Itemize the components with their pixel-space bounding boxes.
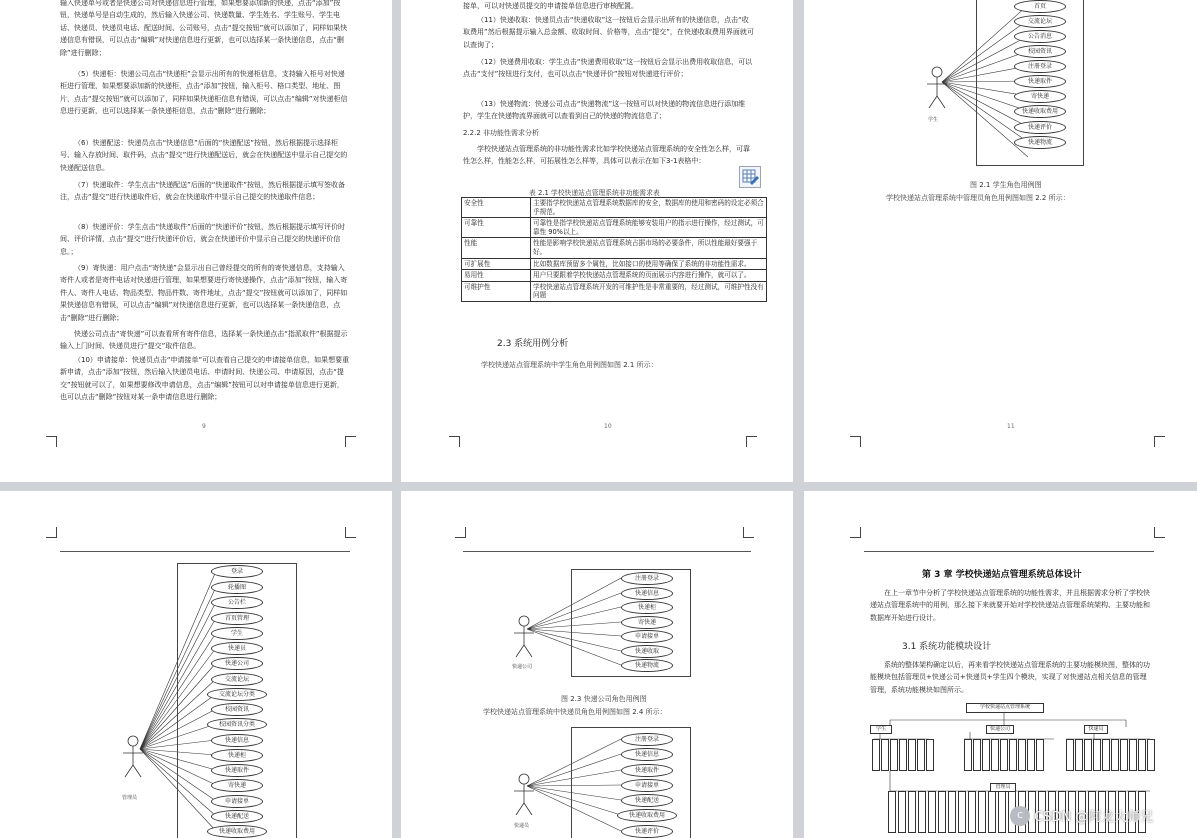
p9-para-5: （8）快递评价：学生点击“快递取件”后面的“快递评价”按钮，然后根据提示填写评价时间、评价详情，点击“提交”进行快递评价后，就会在快递评价中显示自己提交的快递评价信息。；	[60, 223, 345, 256]
uc-express-info: 快递信息	[621, 748, 673, 761]
uc-home: 首页	[1014, 0, 1066, 13]
func-leaf	[1066, 739, 1074, 771]
p9-para-7: 快递公司点击“寄快递”可以查看所有寄件信息，选择某一条快递点击“指派取件”根据提示输入上门时间、快递员进行“提交”取件信息。	[60, 330, 348, 351]
table-cell-attribute: 性能	[462, 238, 531, 258]
actor-label: 学生	[928, 117, 939, 123]
uc-fee: 快递收取费用	[617, 809, 677, 822]
page-14	[804, 491, 1197, 838]
next-text: 学校快递站点管理系统中管理员角色用例图如图 2.2 所示：	[886, 194, 1070, 202]
p9-para-8: （10）申请接单：快递员点击“申请接单”可以查看自己提交的申请接单信息，如果想要重新申请，点击“添加”按钮，然后输入快递员电话、申请时间、快递公司、申请原因，点击“提交”按钮就可以了，如果想要修改申请信息，点击“编辑”按钮可以对申请接单信息进行更新，也可以点击“删除”按钮对某一条申请信息进行删除；	[60, 356, 350, 402]
table-cell-attribute: 可靠性	[462, 218, 531, 238]
crop-mark	[449, 436, 460, 447]
table-cell-description: 比如数据库预留多个属性，比如接口的使用等确保了系统的非功能性需求。	[531, 258, 767, 270]
uc-courier: 快递员	[211, 642, 263, 655]
p10-para-1: 接单，可以对快递员提交的申请接单信息进行审核配置。	[463, 2, 638, 10]
table-cell-description: 用户只要跟着学校快递站点管理系统的页面展示内容进行操作，就可以了。	[531, 270, 767, 282]
p14-intro: 在上一章节中分析了学校快递站点管理系统的功能性需求，并且根据需求分析了学校快递站点管理系统中的用例，那么接下来就要开始对学校快递站点管理系统架构、主要功能和数据库开始进行设计。	[870, 589, 1150, 622]
uc-home-manage: 首页管理	[211, 612, 263, 625]
uc-send: 寄快递	[1014, 90, 1066, 103]
student-actor-icon	[924, 66, 954, 120]
func-leaf	[908, 739, 916, 771]
func-leaf	[1009, 739, 1017, 771]
figure-caption: 图 2.3 快递公司角色用例图	[561, 695, 647, 703]
p10-para-3: （12）快递费用收取：学生点击“快递费用收取”这一按钮后会显示出费用收取信息，可以点击“支付”按钮进行支付，也可以点击“快递评价”按钮对快递进行评价；	[463, 58, 753, 79]
table-cell-attribute: 易用性	[462, 270, 531, 282]
uc-locker: 快递柜	[621, 601, 673, 614]
table-row	[462, 218, 767, 238]
page-number: 10	[604, 423, 612, 430]
table-cell-description: 学校快递站点管理系统开发的可维护性是非常重要的，经过测试，可维护性没有问题	[531, 281, 767, 301]
uc-pickup: 快递取件	[211, 764, 263, 777]
func-leaf	[1084, 739, 1092, 771]
func-leaf	[872, 739, 880, 771]
table-row	[462, 258, 767, 270]
table-row	[462, 238, 767, 258]
func-leaf	[881, 739, 889, 771]
next-text: 学校快递站点管理系统中快递员角色用例图如图 2.4 所示：	[483, 708, 667, 716]
func-leaf	[1138, 739, 1146, 771]
uc-express-info: 快递信息	[211, 734, 263, 747]
page-10	[401, 0, 793, 482]
uc-login: 注册登录	[621, 572, 673, 585]
section-heading: 2.2.2 非功能性需求分析	[463, 129, 540, 137]
uc-login: 注册登录	[1014, 60, 1066, 73]
func-leaf	[917, 739, 925, 771]
func-leaf	[938, 791, 946, 833]
func-leaf	[1147, 739, 1155, 771]
func-group-courier: 快递员	[1084, 725, 1108, 734]
uc-company: 快递公司	[211, 657, 263, 670]
p10-nf-para: 学校快递站点管理系统的非功能性需求比如学校快递站点管理系统的安全性怎么样，可靠性怎么样，性能怎么样，可拓展性怎么样等，具体可以表示在如下3-1表格中：	[463, 145, 750, 166]
uc-send: 寄快递	[621, 616, 673, 629]
watermark: CSDN @阿龙大师兄	[1034, 810, 1154, 825]
crop-mark	[746, 436, 757, 447]
func-leaf	[908, 791, 916, 833]
p9-para-3: （6）快递配送：快递员点击“快递信息”后面的“快递配送”按钮，然后根据提示选择柜号、输入存放时间、取件码，点击“提交”进行快递配送后，就会在快递配送中显示自己提交的快递配送信息。	[60, 139, 348, 172]
func-leaf	[991, 739, 999, 771]
uc-apply: 申请接单	[621, 779, 673, 792]
table-cell-description: 性能是影响学校快递站点管理系统占据市场的必要条件，所以性能最好要强于好。	[531, 238, 767, 258]
uc-news: 校园资讯	[211, 703, 263, 716]
uc-delivery: 快递配送	[211, 810, 263, 823]
page-number: 9	[202, 423, 206, 430]
uc-fee: 快递收取费用	[207, 825, 267, 838]
uc-intro: 学校快递站点管理系统中学生角色用例图如图 2.1 所示：	[481, 361, 658, 369]
uc-carousel: 轮播图	[211, 581, 263, 594]
func-leaf	[973, 739, 981, 771]
func-leaf-row-1	[872, 739, 1162, 771]
func-leaf	[1000, 739, 1008, 771]
func-leaf	[928, 791, 936, 833]
uc-express-info: 快递信息	[621, 587, 673, 600]
uc-pickup: 快递取件	[621, 764, 673, 777]
uc-student: 学生	[211, 627, 263, 640]
page-9	[0, 0, 392, 482]
uc-send: 寄快递	[211, 779, 263, 792]
uc-forum-category: 交流论坛分类	[207, 688, 267, 701]
uc-fee: 快递收取费用	[1014, 105, 1066, 118]
table-cell-attribute: 安全性	[462, 198, 531, 218]
page-12	[0, 491, 392, 838]
actor-label: 快递公司	[512, 664, 533, 670]
table-cell-description: 主要指学校快递站点管理系统数据库的安全，数据库的使用和密码的设定必须合乎规范。	[531, 198, 767, 218]
func-leaf	[1120, 739, 1128, 771]
func-leaf	[982, 739, 990, 771]
p14-para: 系统的整体架构确定以后，再来看学校快递站点管理系统的主要功能模块图，整体的功能模块包括管理员+快递公司+快递员+学生四个模块，实现了对快递站点相关信息的管理管理，系统功能模块如图所示。	[870, 661, 1150, 694]
uc-forum: 交流论坛	[211, 673, 263, 686]
crop-mark	[1154, 436, 1165, 447]
csdn-logo-icon: C	[1010, 806, 1030, 826]
uc-notice: 公告消息	[1014, 30, 1066, 43]
uc-bulletin: 公告栏	[211, 596, 263, 609]
uc-apply: 申请接单	[211, 795, 263, 808]
func-leaf	[958, 791, 966, 833]
chapter-title: 第 3 章 学校快递站点管理系统总体设计	[922, 570, 1082, 580]
uc-review: 快递评价	[1014, 121, 1066, 134]
company-actor-icon	[511, 615, 541, 669]
crop-mark	[46, 436, 57, 447]
uc-apply: 申请接单	[621, 630, 673, 643]
func-leaf	[978, 791, 986, 833]
func-leaf	[1111, 739, 1119, 771]
func-leaf	[1027, 739, 1035, 771]
func-leaf	[918, 791, 926, 833]
table-cell-description: 可靠性是指学校快递站点管理系统能够安装用户的指示进行操作，经过测试，可靠性 90%以上。	[531, 218, 767, 238]
page-11	[804, 0, 1197, 482]
crop-mark	[345, 436, 356, 447]
func-leaf	[988, 791, 996, 833]
func-leaf	[964, 739, 972, 771]
actor-label: 管理员	[122, 795, 138, 801]
p10-para-2: （11）快递收取：快递员点击“快递收取”这一按钮后会显示出所有的快递信息，点击“收取费用”然后根据提示输入总金额、收取时间、价格等，点击“提交”，在快递收取费用界面就可以查询了；	[463, 16, 754, 49]
func-leaf	[1075, 739, 1083, 771]
p10-para-4: （13）快递物流：快递公司点击“快递物流”这一按钮可以对快递的物流信息进行添加维护，学生在快递物流界面就可以查看到自己的快递的物流信息了；	[463, 100, 746, 121]
crop-mark	[850, 436, 861, 447]
section-3-1-heading: 3.1 系统功能模块设计	[902, 642, 992, 652]
uc-locker: 快递柜	[211, 749, 263, 762]
uc-login: 登录	[211, 565, 263, 578]
actor-label: 快递员	[514, 823, 530, 829]
func-group-company: 快递公司	[986, 725, 1014, 734]
func-leaf	[1129, 739, 1137, 771]
courier-actor-icon	[511, 773, 541, 827]
p9-para-1: 输入快递单号或者是快递公司对快递信息进行管理，如果想要添加新的快递，点击“添加”按钮，快递单号是自动生成的，然后输入快递公司、快递数量、学生姓名、学生账号、学生电话、快递员、快递员电话、配送时间、公司账号，点击“提交按钮”就可以添加了，同样如果快递信息有错误，可以点击“编辑”对快递信息进行更新，也可以选择某一条快递信息，点击“删除”进行删除；	[60, 0, 348, 57]
table-cell-attribute: 可维护性	[462, 281, 531, 301]
func-leaf	[1036, 739, 1044, 771]
p9-para-4: （7）快递取件：学生点击“快递配送”后面的“快递取件”按钮，然后根据提示填写签收备注，点击“提交”进行快递取件后，就会在快递取件中显示自己提交的快递取件信息；	[60, 181, 345, 202]
func-root: 学校快递站点管理系统	[966, 703, 1044, 713]
func-leaf	[899, 739, 907, 771]
uc-news-category: 校园资讯分类	[207, 718, 267, 731]
func-leaf	[898, 791, 906, 833]
func-leaf	[926, 739, 934, 771]
figure-caption: 图 2.1 学生角色用例图	[970, 181, 1042, 189]
table-row	[462, 198, 767, 218]
func-leaf	[948, 791, 956, 833]
page-number: 11	[1007, 423, 1015, 430]
func-leaf	[968, 791, 976, 833]
func-leaf	[890, 739, 898, 771]
uc-pickup: 快递取件	[1014, 75, 1066, 88]
func-leaf	[1018, 739, 1026, 771]
p9-para-2: （5）快递柜：快递公司点击“快递柜”会显示出所有的快递柜信息，支持输入柜号对快递柜进行管理，如果想要添加新的快递柜，点击“添加”按钮，输入柜号、格口类型、地址、图片，点击“提交按钮”就可以添加了，同样如果快递柜信息有错误，可以点击“编辑”对快递柜信息进行更新，也可以选择某一条快递柜信息，点击“删除”进行删除；	[60, 70, 348, 116]
section-2-3-heading: 2.3 系统用例分析	[497, 339, 569, 349]
uc-logistics: 快递物流	[621, 659, 673, 672]
func-leaf	[1102, 739, 1110, 771]
func-admin: 管理员	[990, 783, 1016, 792]
nonfunctional-table	[461, 197, 767, 302]
p9-para-6: （9）寄快递：用户点击“寄快递”会显示出自己曾经提交的所有的寄快递信息，支持输入寄件人或者是寄件电话对快递进行管理，如果想要进行寄快递操作，点击“添加”按钮，输入寄件人、寄件人电话、物品类型、物品件数、寄件地址，点击“提交”按钮就可以添加了，同样如果快递信息有错误，可以点击“编辑”对快递信息进行更新，也可以选择某一条快递信息，点击“删除”进行删除；	[60, 264, 348, 322]
table-cell-attribute: 可扩展性	[462, 258, 531, 270]
func-leaf	[998, 791, 1006, 833]
table-row	[462, 281, 767, 301]
func-group-student: 学生	[870, 725, 892, 734]
uc-review: 快递评价	[621, 825, 673, 838]
func-leaf	[1093, 739, 1101, 771]
uc-login: 注册登录	[621, 733, 673, 746]
uc-news: 校园资讯	[1014, 45, 1066, 58]
uc-forum: 交流论坛	[1014, 15, 1066, 28]
func-leaf	[888, 791, 896, 833]
table-row	[462, 270, 767, 282]
uc-logistics: 快递物流	[1014, 136, 1066, 149]
admin-actor-icon	[120, 735, 150, 789]
uc-delivery: 快递配送	[621, 794, 673, 807]
uc-collect: 快递收取	[621, 645, 673, 658]
table-caption: 表 2.1 学校快递站点管理系统非功能需求表	[529, 189, 660, 197]
page-13	[401, 491, 793, 838]
format-icon[interactable]	[739, 166, 761, 188]
